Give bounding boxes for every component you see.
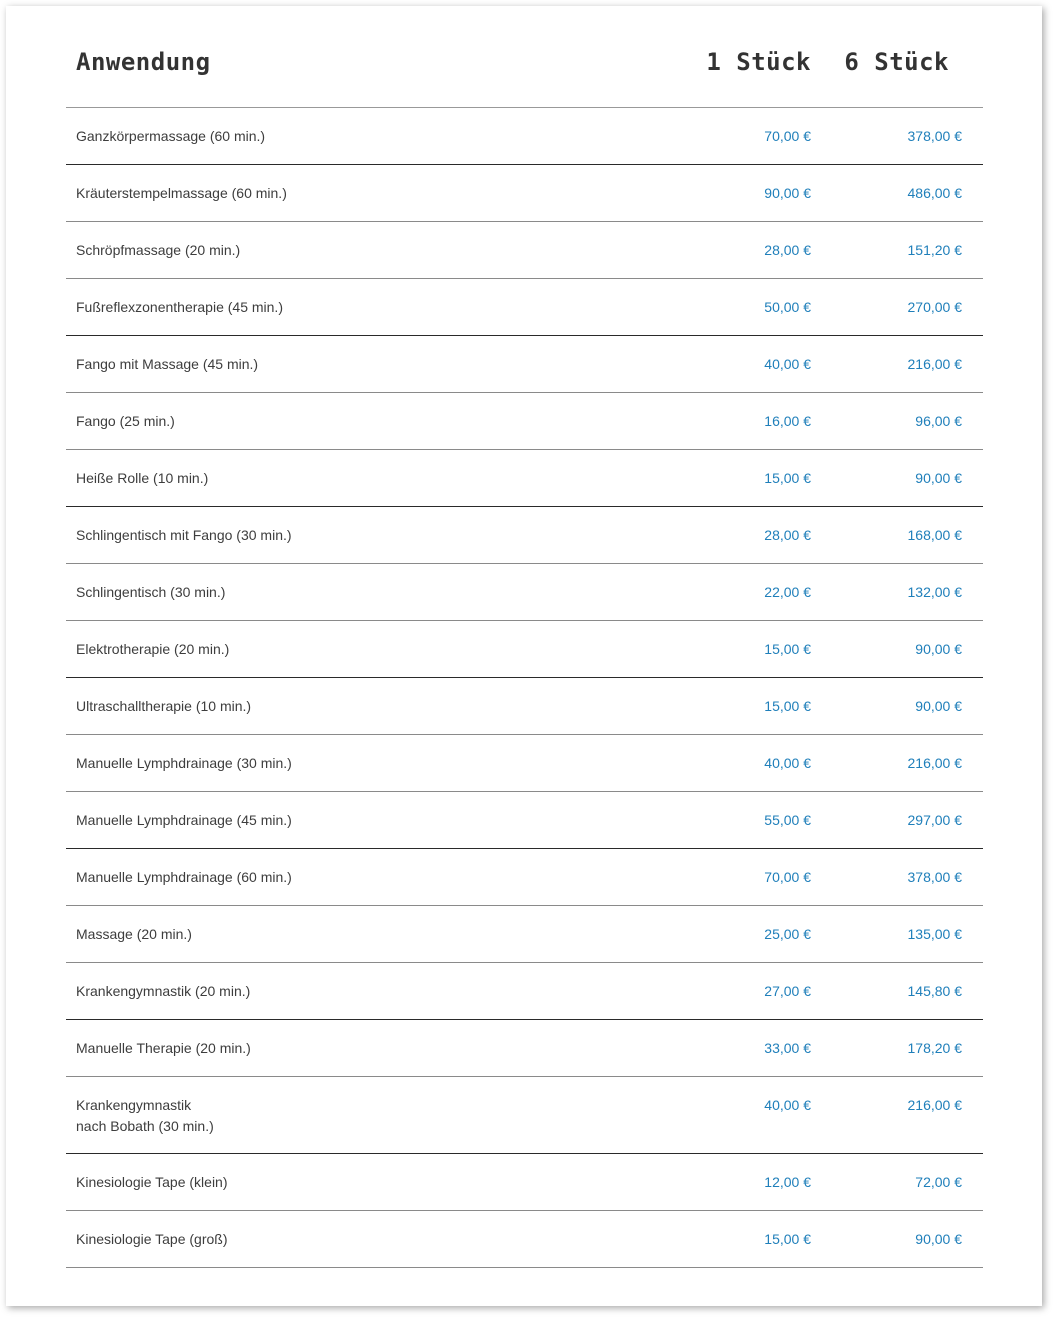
price-six: 270,00 € [907, 299, 962, 315]
price-six: 486,00 € [907, 185, 962, 201]
price-six: 96,00 € [915, 413, 962, 429]
treatment-name: Manuelle Therapie (20 min.) [76, 1040, 251, 1056]
price-single: 40,00 € [764, 755, 811, 771]
table-row [66, 1020, 983, 1077]
table-row [66, 507, 983, 564]
treatment-name: Krankengymnastik (20 min.) [76, 983, 251, 999]
table-row [66, 792, 983, 849]
treatment-name: Elektrotherapie (20 min.) [76, 641, 230, 657]
column-header-application: Anwendung [76, 48, 211, 76]
treatment-name: Kinesiologie Tape (klein) [76, 1174, 228, 1190]
table-row [66, 906, 983, 963]
price-six: 297,00 € [907, 812, 962, 828]
treatment-name: Heiße Rolle (10 min.) [76, 470, 209, 486]
price-single: 70,00 € [764, 869, 811, 885]
treatment-name: Fango mit Massage (45 min.) [76, 356, 259, 372]
treatment-name: Schlingentisch (30 min.) [76, 584, 226, 600]
price-six: 72,00 € [915, 1174, 962, 1190]
treatment-name: Manuelle Lymphdrainage (60 min.) [76, 869, 292, 885]
price-single: 12,00 € [764, 1174, 811, 1190]
price-single: 15,00 € [764, 698, 811, 714]
price-six: 90,00 € [915, 470, 962, 486]
price-single: 15,00 € [764, 470, 811, 486]
price-single: 27,00 € [764, 983, 811, 999]
table-row [66, 849, 983, 906]
table-row [66, 1077, 983, 1154]
price-single: 55,00 € [764, 812, 811, 828]
price-six: 216,00 € [907, 1097, 962, 1113]
table-row [66, 222, 983, 279]
price-six: 178,20 € [907, 1040, 962, 1056]
price-six: 90,00 € [915, 641, 962, 657]
treatment-name: Manuelle Lymphdrainage (30 min.) [76, 755, 292, 771]
table-row [66, 735, 983, 792]
price-single: 33,00 € [764, 1040, 811, 1056]
table-row [66, 165, 983, 222]
treatment-name: Schröpfmassage (20 min.) [76, 242, 241, 258]
table-row [66, 621, 983, 678]
price-six: 132,00 € [907, 584, 962, 600]
price-six: 216,00 € [907, 356, 962, 372]
table-row [66, 279, 983, 336]
table-row [66, 564, 983, 621]
price-six: 378,00 € [907, 869, 962, 885]
column-header-six: 6 Stück [844, 48, 949, 76]
price-single: 50,00 € [764, 299, 811, 315]
price-single: 90,00 € [764, 185, 811, 201]
treatment-name: Fußreflexzonentherapie (45 min.) [76, 299, 283, 315]
price-six: 145,80 € [907, 983, 962, 999]
treatment-name: Fango (25 min.) [76, 413, 175, 429]
price-single: 40,00 € [764, 1097, 811, 1113]
treatment-name-line-2: nach Bobath (30 min.) [76, 1118, 214, 1134]
price-six: 168,00 € [907, 527, 962, 543]
price-single: 40,00 € [764, 356, 811, 372]
table-row [66, 336, 983, 393]
price-single: 15,00 € [764, 641, 811, 657]
table-row [66, 450, 983, 507]
price-single: 70,00 € [764, 128, 811, 144]
column-header-single: 1 Stück [706, 48, 811, 76]
treatment-name: Kräuterstempelmassage (60 min.) [76, 185, 287, 201]
price-single: 28,00 € [764, 242, 811, 258]
table-row [66, 1211, 983, 1268]
table-row [66, 108, 983, 165]
table-row [66, 963, 983, 1020]
price-single: 28,00 € [764, 527, 811, 543]
price-single: 22,00 € [764, 584, 811, 600]
price-six: 378,00 € [907, 128, 962, 144]
table-row [66, 1154, 983, 1211]
price-single: 15,00 € [764, 1231, 811, 1247]
price-six: 216,00 € [907, 755, 962, 771]
price-six: 90,00 € [915, 1231, 962, 1247]
table-row [66, 678, 983, 735]
price-single: 16,00 € [764, 413, 811, 429]
price-single: 25,00 € [764, 926, 811, 942]
price-six: 90,00 € [915, 698, 962, 714]
table-header [66, 6, 983, 108]
table-row [66, 393, 983, 450]
treatment-name: Kinesiologie Tape (groß) [76, 1231, 228, 1247]
treatment-name: Ultraschalltherapie (10 min.) [76, 698, 252, 714]
treatment-name: Massage (20 min.) [76, 926, 192, 942]
treatment-name-line-1: Krankengymnastik [76, 1097, 192, 1113]
price-sheet [6, 6, 1042, 1306]
treatment-name: Ganzkörpermassage (60 min.) [76, 128, 266, 144]
price-six: 151,20 € [907, 242, 962, 258]
treatment-name: Manuelle Lymphdrainage (45 min.) [76, 812, 292, 828]
price-table [66, 6, 983, 1268]
price-six: 135,00 € [907, 926, 962, 942]
treatment-name [76, 1095, 214, 1137]
treatment-name: Schlingentisch mit Fango (30 min.) [76, 527, 292, 543]
